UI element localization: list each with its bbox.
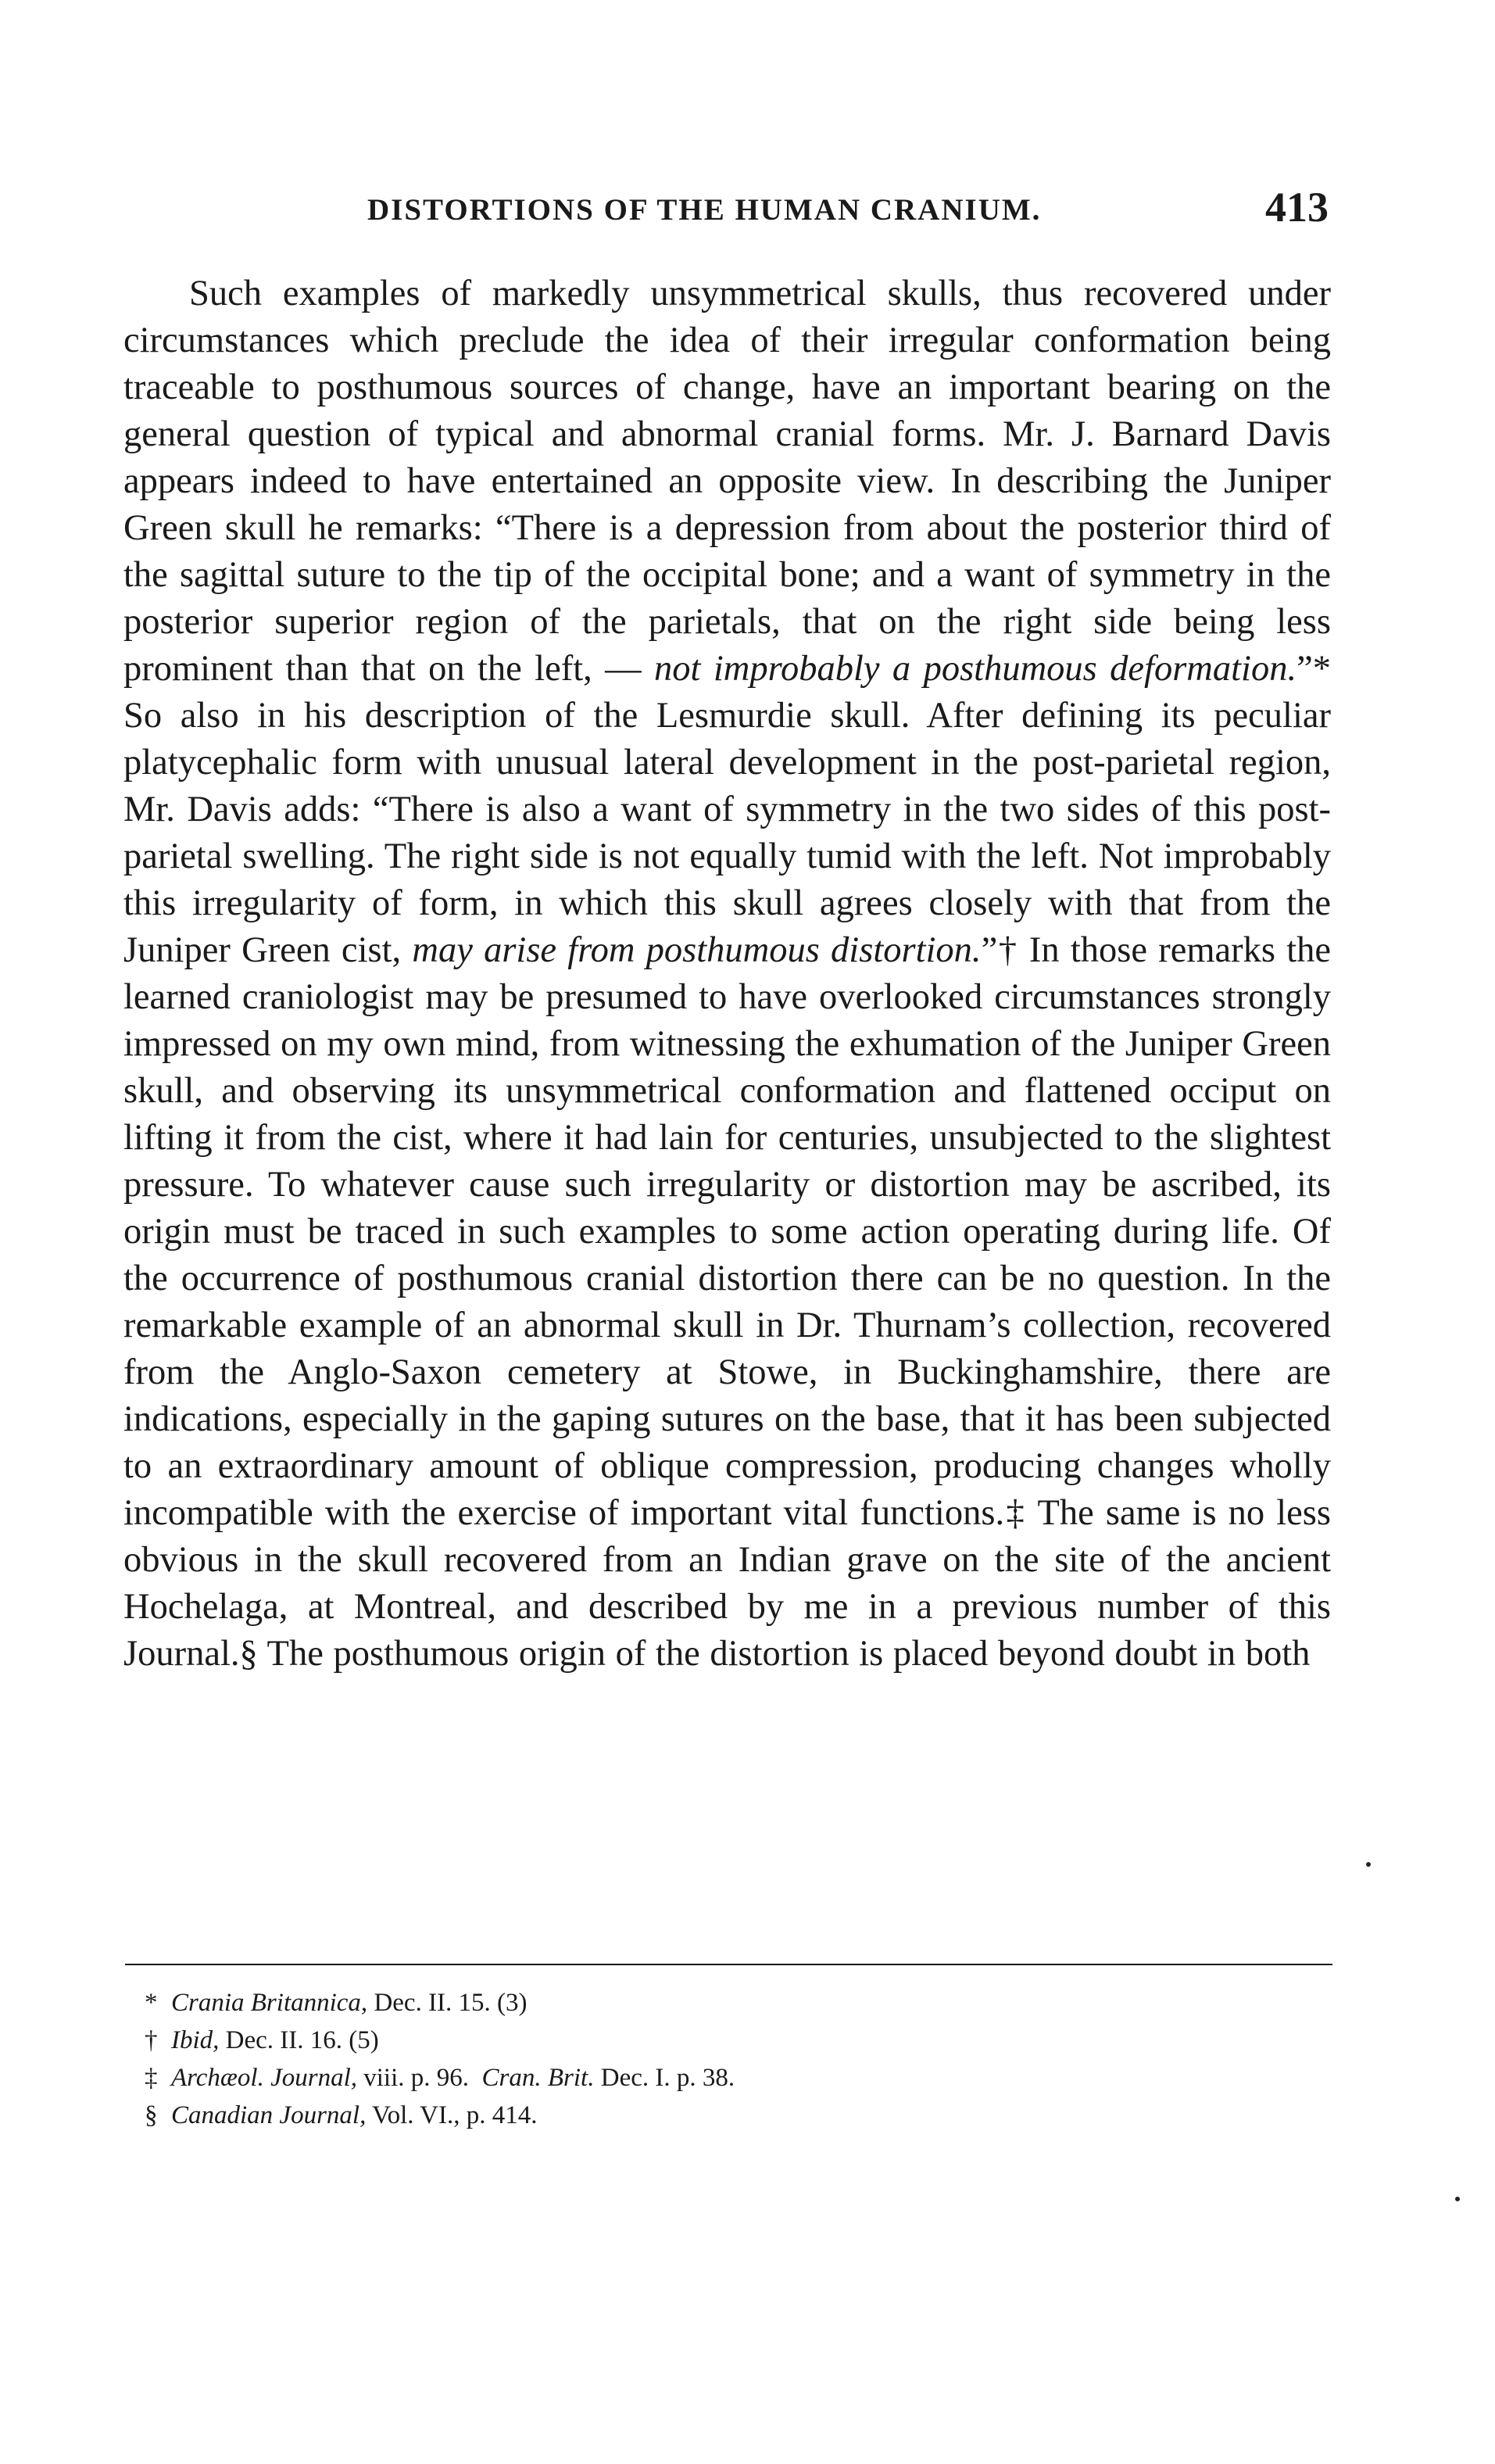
footnote-mark: † bbox=[145, 2026, 158, 2054]
quoted-italic-phrase: may arise from posthumous distortion. bbox=[412, 930, 982, 970]
body-paragraph bbox=[123, 270, 1331, 1678]
page-number: 413 bbox=[1265, 184, 1329, 231]
footnote-source: Crania Britannica, bbox=[171, 1989, 368, 2017]
body-text-segment: ”* So also in his description of the Lesmurdie skull. After defining its peculiar platycephalic form with unusual lateral development in the post-parietal region, Mr. Davis adds: “There is also a want of symmetry in the two sides of this post-parietal swelling. The right side is not equally tumid with the left. Not improbably this irregularity of form, in which this skull agrees closely with that from the Juniper Green cist, bbox=[123, 649, 1331, 970]
footnote bbox=[145, 2059, 1317, 2097]
body-text-segment: Such examples of markedly unsymmetrical skulls, thus recovered under circumstances which preclude the idea of their irregular conformation being traceable to posthumous sources of change, have an important bearing on the general question of typical and abnormal cranial forms. Mr. J. Barnard Davis appears indeed to have entertained an opposite view. In describing the Juniper Green skull he remarks: “There is a depression from about the posterior third of the sagittal suture to the tip of the occipital bone; and a want of symmetry in the posterior superior region of the parietals, that on the right side being less prominent than that on the left, — bbox=[123, 274, 1331, 689]
footnote-source: Cran. Brit. bbox=[481, 2064, 595, 2092]
footnote-ref: Dec. II. 15. (3) bbox=[367, 1989, 528, 2017]
footnote-mark: ‡ bbox=[145, 2064, 158, 2092]
ink-speck bbox=[1366, 1862, 1371, 1867]
footnote-source: Canadian Journal, bbox=[171, 2101, 367, 2129]
footnote-source: Ibid, bbox=[171, 2026, 220, 2054]
footnote-source: Archæol. Journal, bbox=[171, 2064, 358, 2092]
footnote-ref: Dec. I. p. 38. bbox=[594, 2064, 735, 2092]
footnote-ref: Vol. VI., p. 414. bbox=[366, 2101, 538, 2129]
body-text-segment: ”† In those remarks the learned craniologist may be presumed to have overlooked circumstances strongly impressed on my own mind, from witnessing the exhumation of the Juniper Green skull, and observing its unsymmetrical conformation and flattened occiput on lifting it from the cist, where it had lain for centuries, unsubjected to the slightest pressure. To whatever cause such irregularity or distortion may be ascribed, its origin must be traced in such examples to some action operating during life. Of the occurrence of posthumous cranial distortion there can be no question. In the remarkable example of an abnormal skull in Dr. Thurnam’s collection, recovered from the Anglo-Saxon cemetery at Stowe, in Buckinghamshire, there are indications, especially in the gaping sutures on the base, that it has been subjected to an extraordinary amount of oblique compression, producing changes wholly incompatible with the exercise of important vital functions.‡ The same is no less obvious in the skull recovered from an Indian grave on the site of the ancient Hochelaga, at Montreal, and described by me in a previous number of this Journal.§ The posthumous origin of the distortion is placed beyond doubt in both bbox=[123, 930, 1332, 1674]
footnote-ref: Dec. II. 16. (5) bbox=[219, 2026, 379, 2054]
running-title: DISTORTIONS OF THE HUMAN CRANIUM. bbox=[367, 193, 1042, 227]
ink-speck bbox=[1455, 2197, 1460, 2201]
footnote bbox=[145, 1984, 1317, 2022]
footnote-mark: § bbox=[145, 2101, 158, 2129]
footnote-mark: * bbox=[145, 1989, 158, 2017]
footnotes bbox=[145, 1984, 1317, 2134]
running-head bbox=[125, 178, 1329, 241]
quoted-italic-phrase: not improbably a posthumous deformation. bbox=[654, 649, 1297, 689]
footnote-ref: viii. p. 96. bbox=[357, 2064, 482, 2092]
footnote bbox=[145, 2022, 1317, 2059]
footnote bbox=[145, 2097, 1317, 2134]
footnote-rule bbox=[125, 1964, 1332, 1965]
